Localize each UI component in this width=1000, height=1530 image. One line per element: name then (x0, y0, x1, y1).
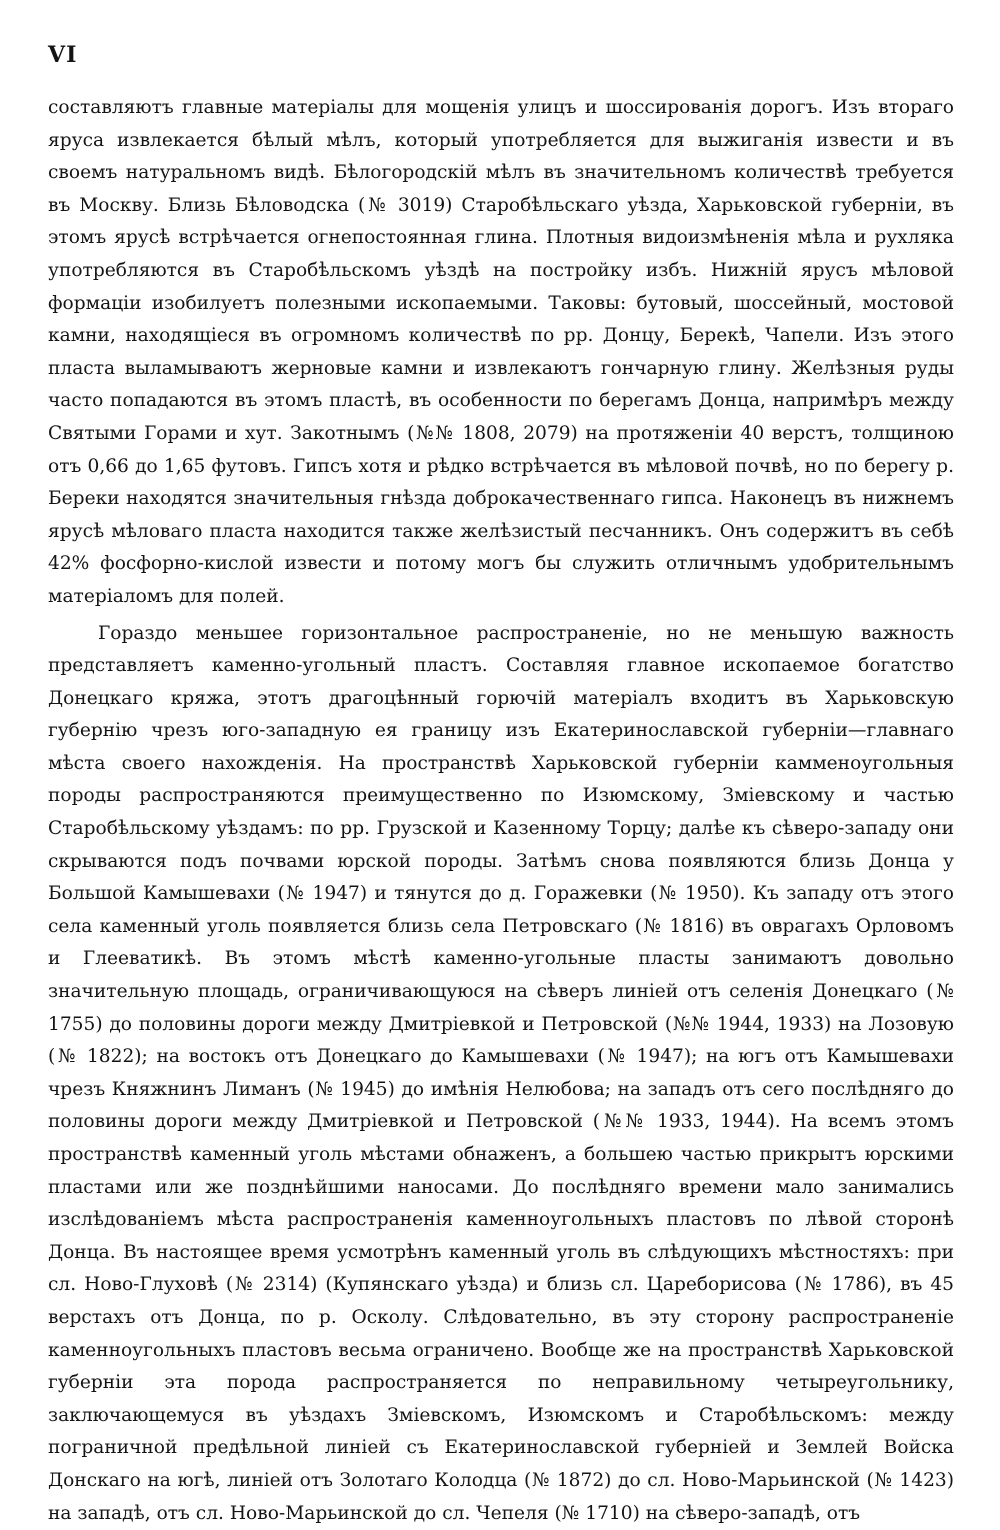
document-page (48, 40, 954, 1530)
paragraph-coal-seam: Гораздо меньшее горизонтальное распространеніе, но не меньшую важность представляетъ каменно-угольный пластъ. Составляя главное ископаемое богатство Донецкаго кряжа, этотъ драгоцѣнный горючій матеріалъ входитъ въ Харьковскую губернію чрезъ юго-западную ея границу изъ Екатеринославской губерніи—главнаго мѣста своего нахожденія. На пространствѣ Харьковской губерніи камменоугольныя породы распространяются преимущественно по Изюмскому, Зміевскому и частью Старобѣльскому уѣздамъ: по рр. Грузской и Казенному Торцу; далѣе къ сѣверо-западу они скрываются подъ почвами юрской породы. Затѣмъ снова появляются близь Донца у Большой Камышевахи (№ 1947) и тянутся до д. Горажевки (№ 1950). Къ западу отъ этого села каменный уголь появляется близь села Петровскаго (№ 1816) въ оврагахъ Орловомъ и Глееватикѣ. Въ этомъ мѣстѣ каменно-угольные пласты занимаютъ довольно значительную площадь, ограничивающуюся на сѣверъ линіей отъ селенія Донецкаго (№ 1755) до половины дороги между Дмитріевкой и Петровской (№№ 1944, 1933) на Лозовую (№ 1822); на востокъ отъ Донецкаго до Камышевахи (№ 1947); на югъ отъ Камышевахи чрезъ Княжнинъ Лиманъ (№ 1945) до имѣнія Нелюбова; на западъ отъ сего послѣдняго до половины дороги между Дмитріевкой и Петровской (№№ 1933, 1944). На всемъ этомъ пространствѣ каменный уголь мѣстами обнаженъ, а большею частью прикрытъ юрскими пластами или же позднѣйшими наносами. До послѣдняго времени мало занимались изслѣдованіемъ мѣста распространенія каменноугольныхъ пластовъ по лѣвой сторонѣ Донца. Въ настоящее время усмотрѣнъ каменный уголь въ слѣдующихъ мѣстностяхъ: при сл. Ново-Глуховѣ (№ 2314) (Купянскаго уѣзда) и близь сл. Цареборисова (№ 1786), въ 45 верстахъ отъ Донца, по р. Осколу. Слѣдовательно, въ эту сторону распространеніе каменноугольныхъ пластовъ весьма ограничено. Вообще же на пространствѣ Харьковской губерніи эта порода распространяется по неправильному четыреугольнику, заключающемуся въ уѣздахъ Зміевскомъ, Изюмскомъ и Старобѣльскомъ: между пограничной предѣльной линіей съ Екатеринославской губерніей и Землей Войска Донскаго на югѣ, линіей отъ Золотаго Колодца (№ 1872) до сл. Ново-Марьинской (№ 1423) на западѣ, отъ сл. Ново-Марьинской до сл. Чепеля (№ 1710) на сѣверо-западѣ, отъ (48, 618, 954, 1530)
paragraph-chalk-layers: составляютъ главные матеріалы для мощенія улицъ и шоссированія дорогъ. Изъ втораго яруса извлекается бѣлый мѣлъ, который употребляется для выжиганія извести и въ своемъ натуральномъ видѣ. Бѣлогородскій мѣлъ въ значительномъ количествѣ требуется въ Москву. Близь Бѣловодска (№ 3019) Старобѣльскаго уѣзда, Харьковской губерніи, въ этомъ ярусѣ встрѣчается огнепостоянная глина. Плотныя видоизмѣненія мѣла и рухляка употребляются въ Старобѣльскомъ уѣздѣ на постройку избъ. Нижній ярусъ мѣловой формаціи изобилуетъ полезными ископаемыми. Таковы: бутовый, шоссейный, мостовой камни, находящіеся въ огромномъ количествѣ по рр. Донцу, Берекѣ, Чапели. Изъ этого пласта выламываютъ жерновые камни и извлекаютъ гончарную глину. Желѣзныя руды часто попадаются въ этомъ пластѣ, въ особенности по берегамъ Донца, напримѣръ между Святыми Горами и хут. Закотнымъ (№№ 1808, 2079) на протяженіи 40 верстъ, толщиною отъ 0,66 до 1,65 футовъ. Гипсъ хотя и рѣдко встрѣчается въ мѣловой почвѣ, но по берегу р. Береки находятся значительныя гнѣзда доброкачественнаго гипса. Наконецъ въ нижнемъ ярусѣ мѣловаго пласта находится также желѣзистый песчанникъ. Онъ содержитъ въ себѣ 42% фосфорно-кислой извести и потому могъ бы служить отличнымъ удобрительнымъ матеріаломъ для полей. (48, 92, 954, 614)
page-number: VI (48, 40, 954, 80)
